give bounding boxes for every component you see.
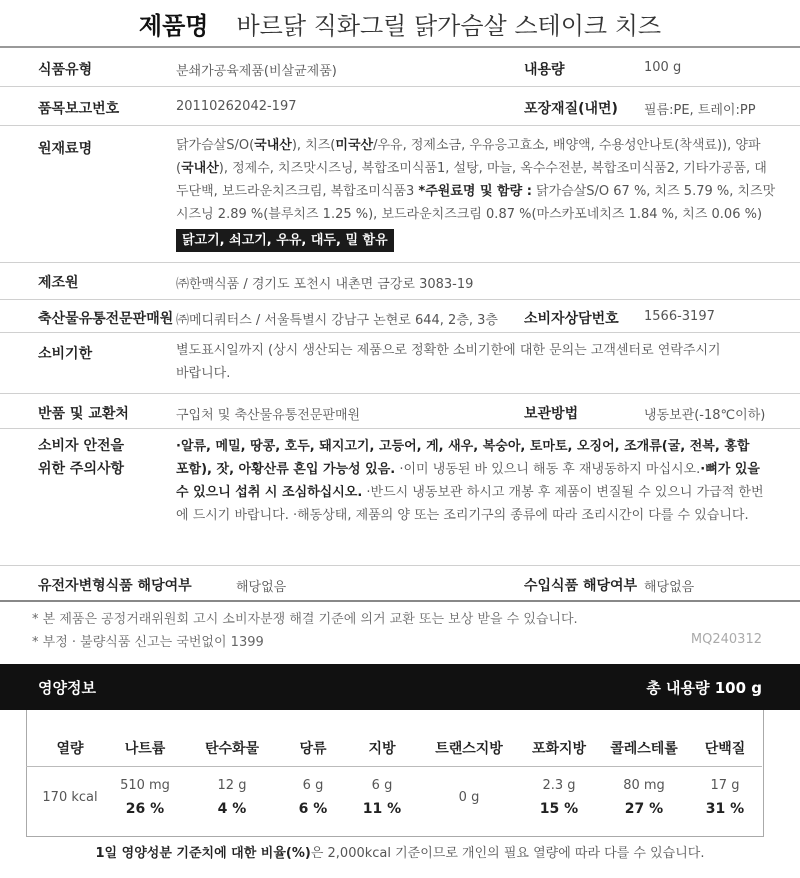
nutrition-header-divider (26, 766, 762, 767)
row-ingredients (0, 126, 800, 263)
distributor-label: 축산물유통전문판매원 (38, 311, 174, 327)
nutrient-label: 탄수화물 (204, 741, 260, 757)
nutrient-label: 콜레스테롤 (610, 741, 678, 757)
packaging-value: 필름:PE, 트레이:PP (644, 103, 756, 118)
ingredients-origin: 국내산 (254, 138, 292, 153)
nutrient-label: 포화지방 (531, 741, 587, 757)
ingredients-origin: 미국산 (335, 138, 374, 153)
safety-text: ·반드시 냉동보관 하시고 개봉 후 제품이 변질될 수 있으니 가급적 한번에 드시기 바랍니다. ·해동상태, 제품의 양 또는 조리기구의 종류에 따라 조리시간이 다를 수 있습니다. (176, 485, 764, 523)
row-safety (0, 429, 800, 566)
safety-label (38, 435, 124, 481)
packaging-label: 포장재질(내면) (524, 101, 618, 117)
nutrient-amount: 6 g (371, 778, 393, 793)
row-distributor (0, 300, 800, 333)
nutrient-label: 트랜스지방 (435, 741, 503, 757)
nutrition-footnote (0, 842, 800, 861)
nutrient-amount: 6 g (302, 778, 324, 793)
manufacturer-label: 제조원 (38, 275, 79, 291)
nutrient-amount: 80 mg (623, 778, 665, 793)
safety-allergy-warning: ·알류, 메밀, 땅콩, 호두, 돼지고기, 고등어, 게, 새우, 복숭아, 토마토, 오징어, 조개류(굴, 전복, 홍합 포함), 잣, 아황산류 혼입 가능성 있음. (176, 439, 750, 477)
nutrient-amount: 12 g (217, 778, 247, 793)
ingredients-text: ), 치즈( (291, 138, 336, 153)
nutrition-title: 영양정보 (38, 679, 96, 697)
nutrient-percent: 15 % (539, 801, 579, 817)
nutrient-amount: 0 g (458, 790, 480, 805)
notice-report: * 부정 · 불량식품 신고는 국번없이 1399 (32, 635, 264, 650)
safety-value (176, 435, 766, 527)
row-expiry (0, 333, 800, 394)
product-name-label: 제품명 (138, 11, 209, 40)
volume-label: 내용량 (524, 62, 565, 78)
row-report-no (0, 87, 800, 126)
footnote-emphasis: 1일 영양성분 기준치에 대한 비율(%) (95, 846, 311, 861)
manufacturer-value: ㈜한맥식품 / 경기도 포천시 내촌면 금강로 3083-19 (176, 277, 474, 292)
return-value: 구입처 및 축산물유통전문판매원 (176, 408, 361, 423)
nutrition-table (26, 710, 764, 837)
safety-label-line: 소비자 안전을 (38, 438, 125, 454)
gmo-label: 유전자변형식품 해당여부 (38, 578, 192, 594)
row-food-type (0, 48, 800, 87)
consult-label: 소비자상담번호 (524, 311, 619, 327)
ingredients-label: 원재료명 (38, 141, 93, 157)
ingredients-value (176, 134, 776, 252)
notice-list (32, 608, 772, 654)
nutrition-total: 총 내용량 100 g (646, 679, 762, 697)
gmo-value: 해당없음 (236, 580, 287, 595)
report-no-value: 20110262042-197 (176, 99, 297, 114)
safety-bone-warning: ·뼈가 있을 수 있으니 섭취 시 조심하십시오. (176, 462, 760, 500)
expiry-value: 별도표시일까지 (상시 생산되는 제품으로 정확한 소비기한에 대한 문의는 고객센터로 연락주시기 바랍니다. (176, 343, 721, 381)
expiry-label: 소비기한 (38, 346, 93, 362)
return-label: 반품 및 교환처 (38, 406, 129, 422)
distributor-value: ㈜메디쿼터스 / 서울특별시 강남구 논현로 644, 2층, 3층 (176, 313, 498, 328)
nutrient-percent: 11 % (362, 801, 402, 817)
notice-exchange: * 본 제품은 공정거래위원회 고시 소비자분쟁 해결 기준에 의거 교환 또는 보상 받을 수 있습니다. (32, 612, 578, 627)
food-type-label: 식품유형 (38, 62, 93, 78)
food-type-value: 분쇄가공육제품(비살균제품) (176, 64, 337, 79)
ingredients-text: /우유, 정제소금, 우유응고효소, 배양액, 수용성안나토(착색료)), 양파( (176, 138, 761, 176)
calories-value: 170 kcal (42, 790, 98, 805)
safety-label-line: 위한 주의사항 (38, 461, 125, 477)
product-title-bar (0, 0, 800, 46)
nutrient-amount: 17 g (710, 778, 740, 793)
row-manufacturer (0, 263, 800, 300)
storage-value: 냉동보관(-18℃이하) (644, 408, 766, 423)
nutrition-header (0, 664, 800, 710)
nutrient-percent: 26 % (125, 801, 165, 817)
ingredients-text: ), 정제수, 치즈맛시즈닝, 복합조미식품1, 설탕, 마늘, 옥수수전분, 복합조미식품2, 기타가공품, 대두단백, 보드라운치즈크림, 복합조미식품3 (176, 161, 767, 199)
ingredients-text: 닭가슴살S/O( (176, 138, 255, 153)
nutrient-label: 단백질 (704, 741, 746, 757)
product-code: MQ240312 (690, 632, 762, 647)
calories-label: 열량 (56, 741, 84, 757)
volume-value: 100 g (644, 60, 682, 75)
row-return (0, 394, 800, 429)
nutrient-percent: 31 % (705, 801, 745, 817)
import-label: 수입식품 해당여부 (524, 578, 638, 594)
consult-value: 1566-3197 (644, 309, 715, 324)
storage-label: 보관방법 (524, 406, 579, 422)
allergen-badge: 닭고기, 쇠고기, 우유, 대두, 밀 함유 (176, 229, 394, 252)
nutrient-percent: 27 % (624, 801, 664, 817)
nutrient-label: 나트륨 (124, 741, 166, 757)
nutrient-label: 지방 (368, 741, 396, 757)
nutrient-percent: 4 % (217, 801, 247, 817)
nutrient-label: 당류 (299, 741, 327, 757)
footnote-text: 은 2,000kcal 기준이므로 개인의 필요 열량에 따라 다를 수 있습니다. (310, 846, 705, 861)
row-gmo (0, 566, 800, 602)
nutrient-amount: 510 mg (120, 778, 170, 793)
report-no-label: 품목보고번호 (38, 101, 120, 117)
ingredients-text: 닭가슴살S/O 67 %, 치즈 5.79 %, 치즈맛시즈닝 2.89 %(블루치즈 1.25 %), 보드라운치즈크림 0.87 %(마스카포네치즈 1.84 %, 치즈 0.06 %) (176, 184, 776, 222)
nutrient-percent: 6 % (298, 801, 328, 817)
ingredients-origin: 국내산 (181, 161, 219, 176)
nutrient-amount: 2.3 g (542, 778, 576, 793)
product-name: 바르닭 직화그릴 닭가슴살 스테이크 치즈 (236, 11, 662, 40)
import-value: 해당없음 (644, 580, 695, 595)
main-ingredient-heading: *주원료명 및 함량 : (418, 184, 532, 199)
safety-text: ·이미 냉동된 바 있으니 해동 후 재냉동하지 마십시오. (395, 462, 701, 477)
